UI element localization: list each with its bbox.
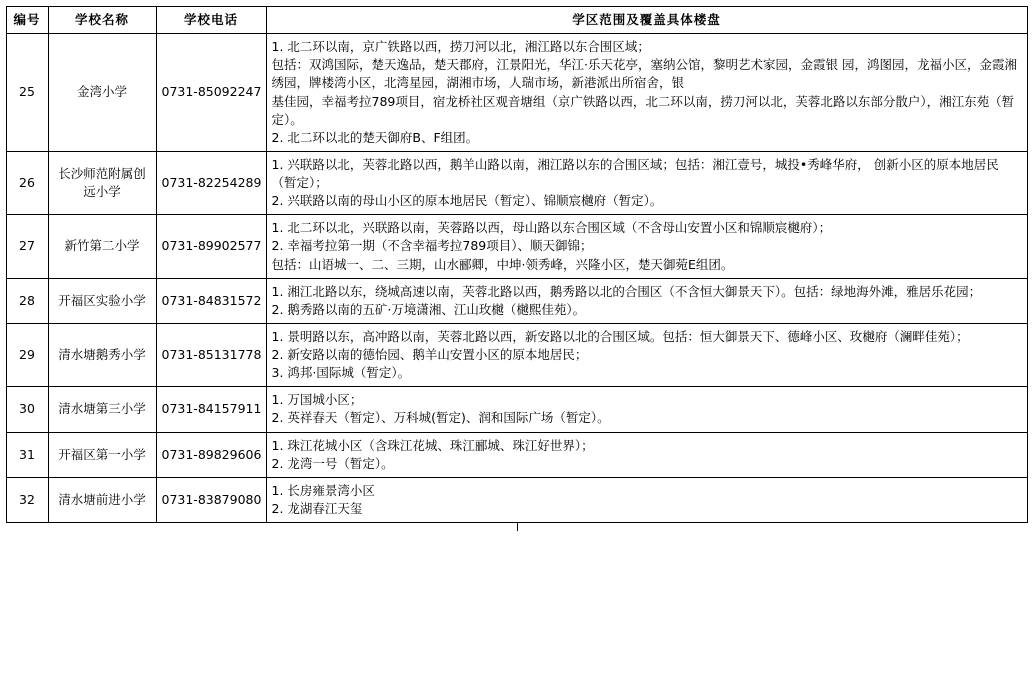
range-line: 1. 北二环以北，兴联路以南，芙蓉路以西，母山路以东合围区域（不含母山安置小区和锦顺宸樾府）； [271, 220, 832, 236]
cell-school-name: 清水塘第三小学 [48, 387, 156, 432]
school-district-table [6, 6, 1028, 523]
range-line: 包括：双鸿国际，楚天逸品，楚天郡府，江景阳光，华江·乐天花亭，塞纳公馆，黎明艺术家园，金霞银 园，鸿图园，龙福小区，金霞湘绣园，牌楼湾小区，北湾星园，湖湘市场，人瑞市场，新港派出所宿舍，银 [271, 57, 1017, 91]
cell-id: 29 [6, 323, 48, 386]
cell-school-name: 开福区第一小学 [48, 432, 156, 477]
cell-school-phone: 0731-83879080 [156, 477, 266, 522]
cell-school-phone: 0731-82254289 [156, 151, 266, 214]
cell-school-phone: 0731-84157911 [156, 387, 266, 432]
cell-id: 26 [6, 151, 48, 214]
range-line: 1. 北二环以南，京广铁路以西，捞刀河以北，湘江路以东合围区域； [271, 39, 650, 55]
range-line: 2. 幸福考拉第一期（不含幸福考拉789项目）、顺天御锦； [271, 238, 593, 254]
column-header-school-name: 学校名称 [48, 7, 156, 34]
range-line: 基佳园，幸福考拉789项目，宿龙桥社区观音塘组（京广铁路以西，北二环以南，捞刀河以北，芙蓉北路以东部分散户），湘江东苑（暂定）。 [271, 93, 1015, 127]
range-line: 1. 湘江北路以东，绕城高速以南，芙蓉北路以西，鹅秀路以北的合围区（不含恒大御景天下）。包括：绿地海外滩，雅居乐花园； [271, 283, 982, 299]
cell-school-name: 金湾小学 [48, 34, 156, 152]
page-bottom-tick [6, 523, 1028, 533]
table-row [6, 151, 1027, 214]
cell-district-range [266, 215, 1027, 278]
cell-school-phone: 0731-85092247 [156, 34, 266, 152]
cell-id: 30 [6, 387, 48, 432]
table-row [6, 387, 1027, 432]
range-line: 包括：山语城一、二、三期，山水郦卿，中坤·领秀峰，兴隆小区，楚天御菀E组团。 [271, 256, 734, 272]
cell-id: 31 [6, 432, 48, 477]
table-row [6, 432, 1027, 477]
column-header-school-phone: 学校电话 [156, 7, 266, 34]
cell-district-range [266, 432, 1027, 477]
range-line: 1. 长房雍景湾小区 [271, 482, 375, 498]
column-header-id: 编号 [6, 7, 48, 34]
cell-district-range [266, 278, 1027, 323]
cell-school-phone: 0731-85131778 [156, 323, 266, 386]
range-line: 2. 新安路以南的德怡园、鹅羊山安置小区的原本地居民； [271, 347, 588, 362]
range-line: 2. 北二环以北的楚天御府B、F组团。 [271, 129, 479, 145]
table-row [6, 34, 1027, 152]
table-row [6, 323, 1027, 386]
cell-id: 28 [6, 278, 48, 323]
cell-school-name: 清水塘前进小学 [48, 477, 156, 522]
table-header [6, 7, 1027, 34]
cell-district-range [266, 387, 1027, 432]
range-line: 1. 万国城小区； [271, 392, 363, 408]
cell-district-range [266, 34, 1027, 152]
cell-school-phone: 0731-84831572 [156, 278, 266, 323]
cell-school-name: 长沙师范附属创远小学 [48, 151, 156, 214]
range-line: 2. 龙湾一号（暂定）。 [271, 455, 394, 471]
range-line: 2. 鹅秀路以南的五矿·万境潇湘、江山玫樾（樾熙佳苑）。 [271, 301, 586, 317]
cell-id: 25 [6, 34, 48, 152]
range-line: 3. 鸿邦·国际城（暂定）。 [271, 365, 411, 381]
table-row [6, 278, 1027, 323]
cell-district-range [266, 151, 1027, 214]
column-header-district-range: 学区范围及覆盖具体楼盘 [266, 7, 1027, 34]
cell-school-phone: 0731-89902577 [156, 215, 266, 278]
range-line: 2. 英祥春天（暂定）、万科城(暂定)、润和国际广场（暂定）。 [271, 410, 610, 426]
range-line: 2. 兴联路以南的母山小区的原本地居民（暂定）、锦顺宸樾府（暂定）。 [271, 193, 663, 209]
range-line: 1. 兴联路以北，芙蓉北路以西，鹅羊山路以南，湘江路以东的合围区域；包括：湘江壹号，城投•秀峰华府， 创新小区的原本地居民（暂定）； [271, 156, 999, 190]
cell-district-range [266, 323, 1027, 386]
range-line: 2. 龙湖春江天玺 [271, 500, 363, 516]
cell-id: 27 [6, 215, 48, 278]
cell-school-phone: 0731-89829606 [156, 432, 266, 477]
table-row [6, 477, 1027, 522]
table-row [6, 215, 1027, 278]
cell-district-range [266, 477, 1027, 522]
center-tick-mark [517, 523, 518, 531]
range-line: 1. 景明路以东，高冲路以南，芙蓉北路以西，新安路以北的合围区域。包括：恒大御景天下、德峰小区、玫樾府（澜畔佳苑）； [271, 328, 969, 344]
cell-school-name: 新竹第二小学 [48, 215, 156, 278]
cell-id: 32 [6, 477, 48, 522]
cell-school-name: 清水塘鹅秀小学 [48, 323, 156, 386]
cell-school-name: 开福区实验小学 [48, 278, 156, 323]
table-header-row [6, 7, 1027, 34]
range-line: 1. 珠江花城小区（含珠江花城、珠江郦城、珠江好世界）； [271, 437, 594, 453]
table-body [6, 34, 1027, 523]
